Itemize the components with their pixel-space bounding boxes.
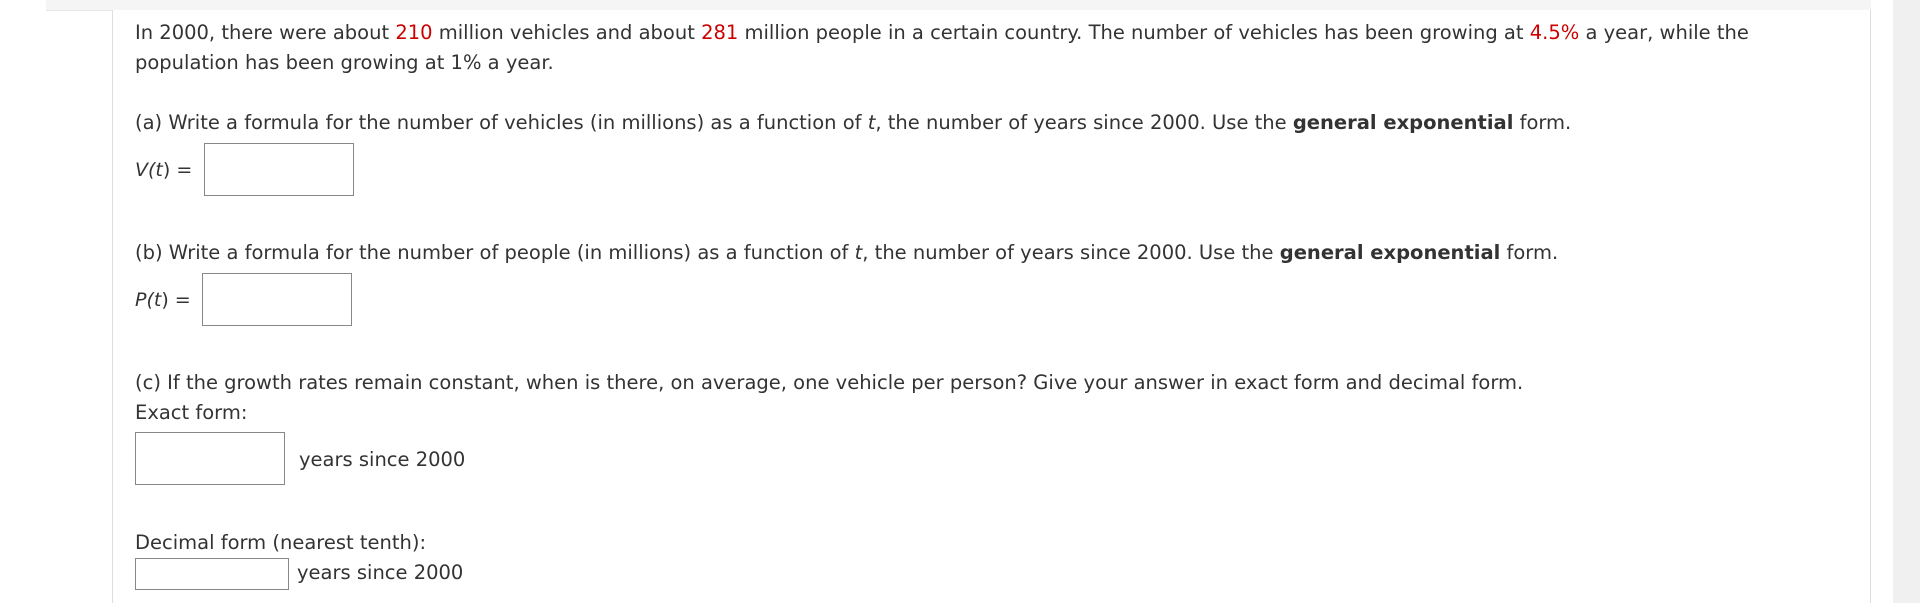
people-count: 281 xyxy=(701,21,739,44)
decimal-form-input[interactable] xyxy=(135,558,289,590)
scrollbar[interactable] xyxy=(1893,0,1920,603)
decimal-form-unit: years since 2000 xyxy=(297,561,464,584)
exact-form-label: Exact form: xyxy=(135,401,248,424)
part-a-prompt: (a) Write a formula for the number of vehicles (in millions) as a function of t, the number of years since 2000. Use the general exponential form. xyxy=(135,111,1572,134)
question-panel xyxy=(112,10,1871,603)
decimal-form-label: Decimal form (nearest tenth): xyxy=(135,531,427,554)
vehicles-formula-input[interactable] xyxy=(204,143,354,196)
intro-line-2: population has been growing at 1% a year. xyxy=(135,51,554,74)
exact-form-input[interactable] xyxy=(135,432,285,485)
exact-form-unit: years since 2000 xyxy=(299,448,466,471)
part-b-prompt: (b) Write a formula for the number of people (in millions) as a function of t, the number of years since 2000. Use the general exponential form. xyxy=(135,241,1559,264)
part-a-label: V(t) = xyxy=(135,159,193,181)
part-b-label: P(t) = xyxy=(135,289,191,311)
vehicle-count: 210 xyxy=(395,21,433,44)
part-c-prompt: (c) If the growth rates remain constant, when is there, on average, one vehicle per person? Give your answer in exact form and decimal form. xyxy=(135,371,1524,394)
growth-rate: 4.5% xyxy=(1529,21,1580,44)
people-formula-input[interactable] xyxy=(202,273,352,326)
intro-line-1: In 2000, there were about 210 million vehicles and about 281 million people in a certain country. The number of vehicles has been growing at 4.5% a year, while the xyxy=(135,21,1749,44)
